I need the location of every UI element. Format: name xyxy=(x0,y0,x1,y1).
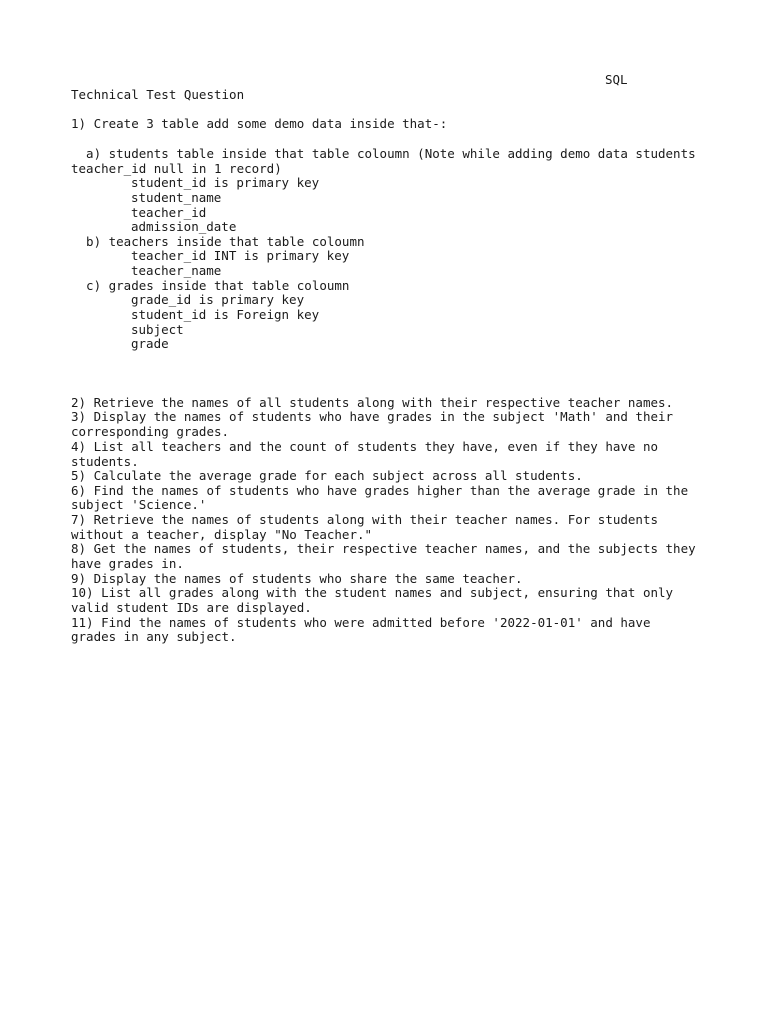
question-line: corresponding grades. xyxy=(71,424,230,439)
question-line: 5) Calculate the average grade for each subject across all students. xyxy=(71,468,583,483)
question-line: 2) Retrieve the names of all students along with their respective teacher names. xyxy=(71,395,674,410)
question-line: without a teacher, display "No Teacher." xyxy=(71,527,373,542)
question-line: 11) Find the names of students who were admitted before '2022-01-01' and have xyxy=(71,615,651,630)
table-c-column: grade_id is primary key xyxy=(131,292,305,307)
question-line: valid student IDs are displayed. xyxy=(71,600,312,615)
table-a-column: student_id is primary key xyxy=(131,175,320,190)
table-b-heading: b) teachers inside that table coloumn xyxy=(71,234,365,249)
question-line: 7) Retrieve the names of students along with their teacher names. For students xyxy=(71,512,658,527)
question-1-intro: 1) Create 3 table add some demo data inside that-: xyxy=(71,116,448,131)
table-b-column: teacher_name xyxy=(131,263,222,278)
table-a-heading: a) students table inside that table coloumn (Note while adding demo data students xyxy=(71,146,696,161)
table-a-column: teacher_id xyxy=(131,205,207,220)
table-a-column: student_name xyxy=(131,190,222,205)
table-a-column: admission_date xyxy=(131,219,237,234)
table-a-note: teacher_id null in 1 record) xyxy=(71,161,282,176)
subject-label: SQL xyxy=(605,72,628,87)
question-line: grades in any subject. xyxy=(71,629,237,644)
question-line: have grades in. xyxy=(71,556,184,571)
question-line: students. xyxy=(71,454,139,469)
question-line: 4) List all teachers and the count of students they have, even if they have no xyxy=(71,439,658,454)
question-line: 9) Display the names of students who share the same teacher. xyxy=(71,571,523,586)
question-line: subject 'Science.' xyxy=(71,497,207,512)
question-line: 8) Get the names of students, their respective teacher names, and the subjects they xyxy=(71,541,696,556)
table-c-column: student_id is Foreign key xyxy=(131,307,320,322)
table-c-column: grade xyxy=(131,336,169,351)
table-c-column: subject xyxy=(131,322,184,337)
table-b-column: teacher_id INT is primary key xyxy=(131,248,350,263)
document-title: Technical Test Question xyxy=(71,87,245,102)
table-c-heading: c) grades inside that table coloumn xyxy=(71,278,350,293)
question-line: 3) Display the names of students who have grades in the subject 'Math' and their xyxy=(71,409,674,424)
question-line: 10) List all grades along with the student names and subject, ensuring that only xyxy=(71,585,674,600)
question-line: 6) Find the names of students who have grades higher than the average grade in the xyxy=(71,483,689,498)
